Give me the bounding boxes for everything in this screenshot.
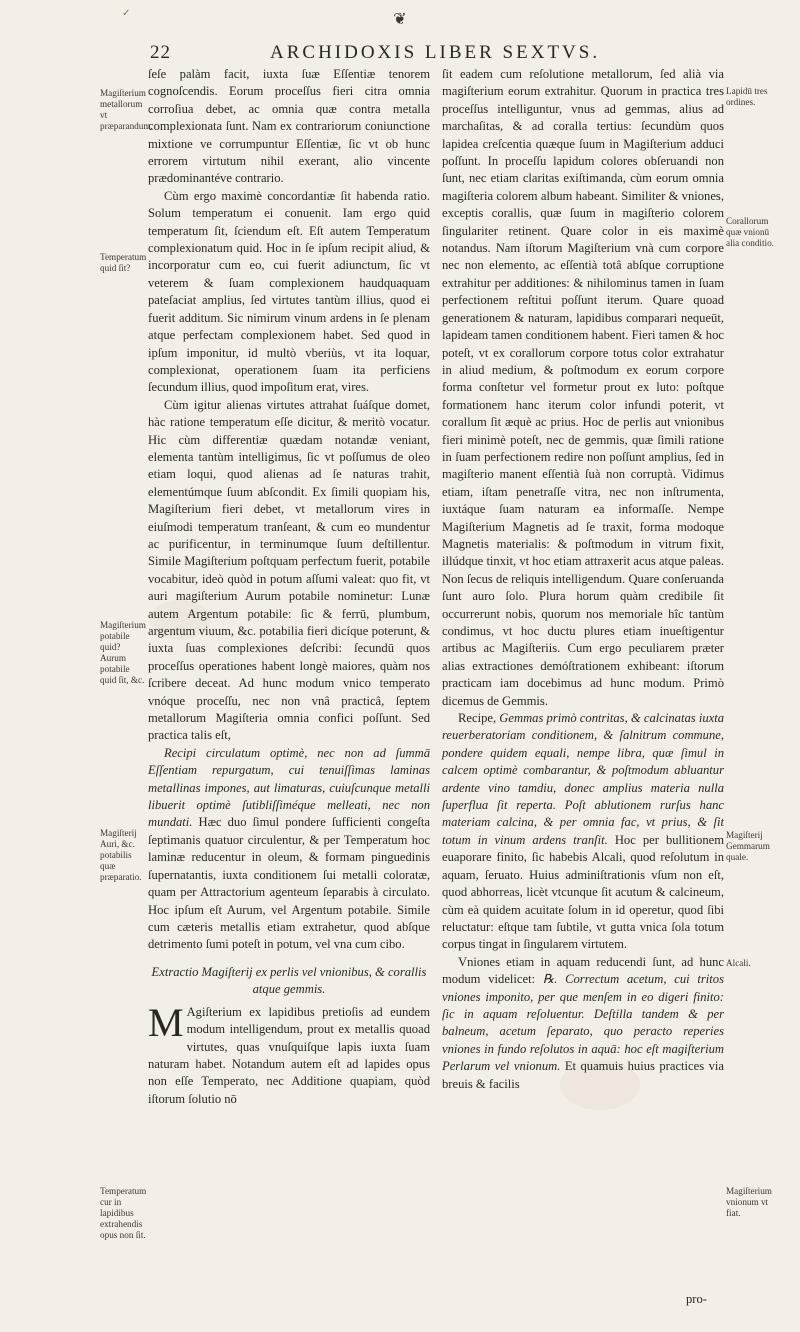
- recipe-italic: Gemmas primò contritas, & calcinatas iuxta reuerberatoriam conditionem, & ſalnitrum commune, pondere quidem equali, nempe libra, quæ ſimul in calcem optimè combarantur, & poſtmodum abluantur ardente vino tamdiu, donec amplius materia nulla ſuperflua ſit reperta. Poſt ablutionem rurſus hanc materiam calcina, & per omnia fac, vt prius, & ſit totum in vinum ardens tranſit.: [442, 711, 724, 847]
- paragraph: [148, 999, 430, 1108]
- recipe-text: Hæc duo ſimul pondere ſufficienti congeſta ſeptimanis quatuor circulentur, & per Temperatum hoc laminæ reducentur in oleum, & formam pinguedinis ſupernatantis, iuxta conditionem ſui metalli coloratæ, quam per Attractorium agenteum ſeparabis à circulato. Hoc ipſum eſt Aurum, vel Argentum potabile. Simile cum cæteris metallis etiam extrahetur, quod abſque detrimento ſumi poteſt in potum, vel vna cum cibo.: [148, 815, 430, 952]
- margin-note-left: Magiſterium potabile quid? Aurum potabile quid ſit, &c.: [100, 620, 146, 685]
- recipe-paragraph: [442, 710, 724, 954]
- recipe-paragraph: [148, 745, 430, 954]
- recipe-start: Vniones etiam in aquam reducendi ſunt, ad hunc modum videlicet:: [442, 954, 724, 987]
- paragraph: ſit eadem cum reſolutione metallorum, ſed alià via magiſterium eorum extrahitur. Quorum in practica tres proceſſus intelliguntur, vnus ad gemmas, alius ad marchaſitas, & ad coralla tertius: ſecundùm quos lapidea creſcentia quæque ſuum in Magiſterium adduci poſſunt. In proceſſu lapidum colores obſeruandi non ſunt, nec etiam claritas exiſtimanda, cùm eorum omnia magiſteria colorem album habeant. Similiter & vniones, exceptis corallis, quæ ſuum in magiſterio colorem ſingulariter retinent. Quare color in eis maximè notandus. Nam iſtorum Magiſterium vnà cum corpore nec non elemento, ac eſſentià totâ abſque corruptione extrahitur per additiones: & nihilominus tamen in ſuam perfectionem reſtitui poſſunt iterum. Quare quoad generationem & naturam, lapidibus comparari nequeūt, lapideam tamen conditionem habent. Fieri tamen & hoc poteſt, vt ex corallorum corpore totus color extrahatur in aliud medium, & poſtmodum ex eorum corpore forma conſtetur vel formetur prout ex luto: poſtque formationem hanc iterum color infundi poterit, vt corallum ſit æquè ac prius. Hoc de perlis aut vnionibus fieri minimè poteſt, nec de gemmis, quæ ſimili ratione in ſuam perfectionem redire non poſſunt amplius, ſed in magiſterio manent eſſentià ſuà non corruptà. Vidimus etiam, iſtam penetraſſe vitra, nec non inſtrumenta, iuxtáque ſuam naturam ea informaſſe. Nempe Magiſterium Magnetis ad ſe traxit, forma modoque Magnetis materialis: & poſtmodum in vitrum fixit, illúdque tinxit, vt hoc etiam attraxerit acus atque paleas. Non ſecus de reliquis intelligendum. Quare conſeruanda ſunt auro ſolo. Plura horum quàm credibile ſit occurrerunt nobis, quorum nos memoriale hîc tantùm condimus, vt hoc ductu plures etiam inueſtigentur artibus ac Magiſteriis. Cum ergo peculiarem præter alias extractiones demóſtrationem exhibeant: iſtorum practicam iam docebimus ad hunc modum. Primò dicemus de Gemmis.: [442, 67, 724, 708]
- fleuron-ornament-icon: ❦: [393, 11, 407, 28]
- drop-cap: M: [148, 999, 184, 1045]
- ink-mark: ✓: [122, 8, 131, 19]
- running-head: [150, 40, 720, 66]
- running-title: ARCHIDOXIS LIBER SEXTVS.: [270, 42, 601, 63]
- margin-note-right: Magiſterium vnionum vt fiat.: [726, 1186, 772, 1218]
- margin-note-left: Magiſterium metallorum vt præparandum.: [100, 88, 153, 131]
- recipe-paragraph: [442, 954, 724, 1093]
- paragraph: Cùm ergo maximè concordantiæ ſit habenda ratio. Solum temperatum ei conuenit. Iam ergo quid temperatum ſit, ſciendum eſt. Eſt autem Temperatum complexionatum quid. Hoc in ſe ipſum recipit aliud, & incorporatur cum eo, cui fuerit adiunctum, ſic vt veterem & ſuam complexionem haudquaquam pateſaciat amplius, ſed virtutes tantùm illius, quod ei fuerit additum. Sic nimirum vinum ardens in ſe plenam atque perfectam complexionem habet. Sed quod in ipſum imponitur, id multò vberiùs, vt ita loquar, complexionat, operationem ſuam ita perficiens ſecundum illius, quod impoſitum erat, vires.: [148, 188, 430, 395]
- paragraph: Cùm igitur alienas virtutes attrahat ſuáſque domet, hàc ratione temperatum eſſe dicitur, & meritò vocatur. Hic cùm differentiæ quædam notandæ veniant, elementa tantùm intelligimus, ſic vt poſſumus de oleo etiam loqui, quod alienas ad ſe naturas trahit, elementúmque ſuum abſcondit. Ex ſimili quopiam his, Magiſterium fieri debet, vt metallorum vires in eiuſmodi temperatum tranſeant, & cum eo mundentur ac purificentur, in terminumque ſuum deſtillentur. Simile Magiſterium poſtquam perfectum fuerit, potabile vocabitur, ideò quòd in potum aſſumi valeat: quo fit, vt auri magiſterium Aurum potabile nominetur: Lunæ autem Argentum potabile: ſic & ferrū, plumbum, argentum viuum, &c. potabilia fieri dicíque poterunt, & iuxta ſuas complexiones deſcribi: ſecundū quos proceſſus operationes habent longè maiores, quàm nos ſcribere deceat. Ad hunc modum vnico temperato vnóque proceſſu, nec non vnâ practicâ, ſeptem metallorum Magiſteria omnia confici poſſunt. Sed practica talis eſt,: [148, 397, 430, 743]
- margin-note-right: Magiſterij Gemmarum quale.: [726, 830, 770, 862]
- recipe-italic: Correctum acetum, cui tritos vniones imponito, per que menſem in eo digeri finito: ſic in aquam reſoluentur. Deſtilla tandem & per balneum, acetum ſeparato, quo peracto reperies vniones in fundo reſolutos in aquā: hoc eſt magiſterium Perlarum vel vnionum.: [442, 972, 724, 1074]
- text-column-left: [148, 66, 430, 1108]
- recipe-symbol: ℞.: [542, 972, 558, 987]
- text-column-right: [442, 66, 724, 1093]
- section-heading: Extractio Magiſterij ex perlis vel vnionibus, & corallis atque gemmis.: [151, 964, 427, 996]
- margin-note-left: Temperatum quid ſit?: [100, 252, 147, 273]
- recipe-text: Et quamuis huius practices via breuis & facilis: [442, 1059, 724, 1091]
- margin-note-right: Lapidū tres ordines.: [726, 86, 768, 107]
- recipe-text: Hoc per bullitionem euaporare finito, ſic habebis Alcali, quod reſolutum in aquam, ſeruato. Huius adminiſtrationis vſum non eſt, quod abhorreas, licèt vtcunque ſit acutum & calcineum, cùm eà quidem acuitate ſolum in id operetur, quod ſibi reluctatur: eſtque tam ſubtile, vt gutta vnica ſola totum corpus tingat in ſingularem virtutem.: [442, 832, 725, 952]
- margin-note-right: Alcali.: [726, 958, 751, 968]
- recipe-start: Recipe,: [458, 711, 500, 726]
- paragraph-text: Agiſterium ex lapidibus pretioſis ad eundem modum intelligendum, prout ex metallis quoad virtutes, quas vnuſquiſque lapis iuxta ſuam naturam habet. Notandum autem eſt ad lapides opus non eſſe Temperato, nec Additione quapiam, quòd iſtorum ſolutio nō: [148, 1004, 430, 1106]
- page-number: 22: [150, 42, 171, 63]
- recipe-italic: Recipi circulatum optimè, nec non ad ſummā Eſſentiam repurgatum, cui tenuiſſimas laminas metallinas impones, aut limaturas, cuiuſcunque metalli libuerit optimè ſutibliſſiméque melleati, nec non mundati.: [148, 745, 430, 830]
- paragraph: ſeſe palàm facit, iuxta ſuæ Eſſentiæ tenorem cognoſcendis. Eorum proceſſus fieri citra omnia corroſiua debet, ac omnia quæ contra metalla complexionata ſunt. Nam ex contrariorum coniunctione mixtione ve corrumpuntur Eſſentiæ, ſic vt ob hunc errorem virtutum nihil exerant, alio vincente prædominantéve contrario.: [148, 67, 430, 186]
- margin-note-left: Magiſterij Auri, &c. potabilis quæ præparatio.: [100, 828, 142, 882]
- margin-note-left: Temperatum cur in lapidibus extrahendis opus non ſit.: [100, 1186, 147, 1240]
- catchword: pro-: [686, 1292, 707, 1306]
- margin-note-right: Corallorum quæ vnionū alia conditio.: [726, 216, 774, 248]
